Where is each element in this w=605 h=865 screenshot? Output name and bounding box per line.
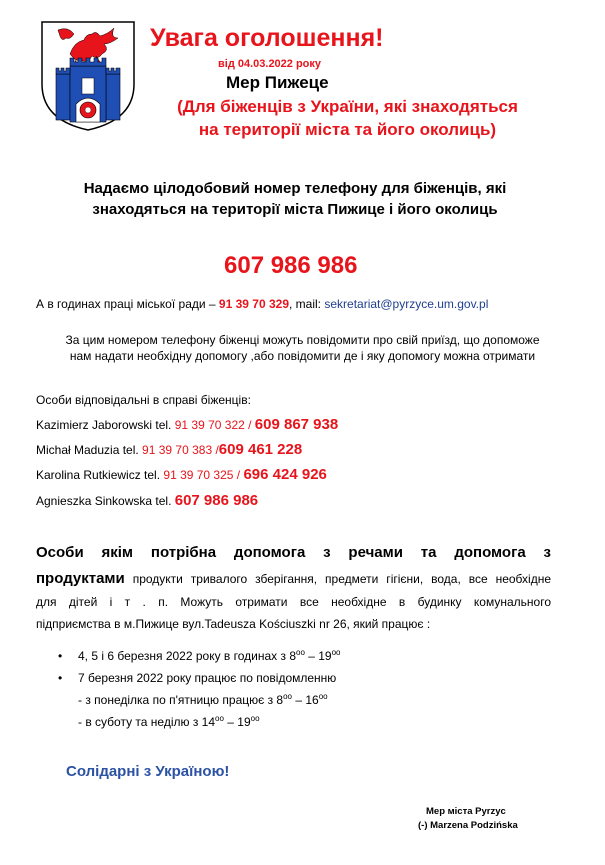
help-bold-word: продуктами bbox=[36, 570, 125, 587]
contact-phone-landline[interactable]: 91 39 70 322 / bbox=[174, 418, 255, 432]
schedule-weekdays: - з понеділка по п'ятницю працює з $8^{оо} - 16^{оо}$ bbox=[78, 692, 328, 707]
contact-person-row bbox=[36, 441, 302, 458]
hotline-phone-number[interactable]: 607 986 986 bbox=[224, 252, 358, 279]
contact-phone-mobile[interactable]: 609 461 228 bbox=[218, 441, 303, 458]
contact-phone-mobile[interactable]: 609 867 938 bbox=[254, 416, 339, 433]
help-heading-line-1: Особи якім потрібна допомога з речами та допомога з bbox=[36, 544, 551, 561]
help-line-2 bbox=[36, 570, 551, 587]
help-line-2-text: продукти тривалого зберігання, предмети гігієни, вода, все необхідне bbox=[124, 572, 551, 586]
subtitle-line-1: (Для біженців з України, які знаходяться bbox=[177, 97, 518, 116]
contact-name: Kazimierz Jaborowski tel. bbox=[36, 418, 175, 432]
contact-name: Michał Maduzia tel. bbox=[36, 443, 143, 457]
help-line-3: для дітей і т . п. Можуть отримати все необхідне в будинку комунального bbox=[36, 595, 551, 609]
contact-person-row bbox=[36, 466, 327, 483]
contact-name: Karolina Rutkiewicz tel. bbox=[36, 468, 164, 482]
bullet-dot-icon: • bbox=[58, 671, 63, 685]
subtitle-line-2: на території міста та його околиць) bbox=[198, 120, 497, 139]
schedule-item-1: 4, 5 і 6 березня 2022 року в годинах з $8^{оо} - 19^{оо}$ bbox=[78, 648, 341, 663]
office-hours-line bbox=[36, 297, 488, 311]
intro-line-2: знаходяться на території міста Пижице і його околиць bbox=[92, 201, 498, 218]
help-line-4: підприємства в м.Пижице вул.Tadeusza Kościuszki nr 26, який працює : bbox=[36, 617, 431, 631]
office-phone-number[interactable]: 91 39 70 329 bbox=[218, 297, 289, 311]
mayor-heading: Мер Пижеце bbox=[226, 73, 329, 92]
responsible-heading: Особи відповідальні в справі біженців: bbox=[36, 393, 251, 407]
contact-person-row bbox=[36, 492, 258, 509]
solidarity-slogan: Солідарні з Україною! bbox=[66, 763, 230, 780]
signature-name: (-) Marzena Podzińska bbox=[418, 820, 518, 831]
note-line-2: нам надати необхідну допомогу ,або повідомити де і яку допомогу можна отримати bbox=[69, 349, 536, 363]
note-line-1: За цим номером телефону біженці можуть повідомити про свій приїзд, що допоможе bbox=[65, 333, 540, 347]
announcement-date: від 04.03.2022 року bbox=[218, 58, 322, 70]
contact-phone-mobile[interactable]: 696 424 926 bbox=[243, 466, 327, 483]
mail-label: , mail: bbox=[289, 297, 325, 311]
signature-title: Мер міста Pyrzyc bbox=[426, 806, 506, 817]
coat-of-arms-logo bbox=[40, 20, 136, 132]
contact-phone-landline[interactable]: 91 39 70 325 / bbox=[163, 468, 244, 482]
schedule-weekend: - в суботу та неділю з $14^{оо} - 19^{оо}$ bbox=[78, 714, 260, 729]
email-link[interactable]: sekretariat@pyrzyce.um.gov.pl bbox=[324, 297, 489, 311]
contact-phone-landline[interactable]: 91 39 70 383 / bbox=[142, 443, 219, 457]
office-hours-prefix: А в годинах праці міської ради – bbox=[36, 297, 219, 311]
schedule-item-2: 7 березня 2022 року працює по повідомленню bbox=[78, 671, 337, 685]
intro-line-1: Надаємо цілодобовий номер телефону для біженців, які bbox=[83, 180, 507, 197]
contact-person-row bbox=[36, 416, 338, 433]
contact-name: Agnieszka Sinkowska tel. bbox=[36, 494, 175, 508]
announcement-title: Увага оголошення! bbox=[150, 24, 384, 52]
bullet-dot-icon: • bbox=[58, 649, 63, 663]
contact-phone-mobile[interactable]: 607 986 986 bbox=[174, 492, 259, 509]
